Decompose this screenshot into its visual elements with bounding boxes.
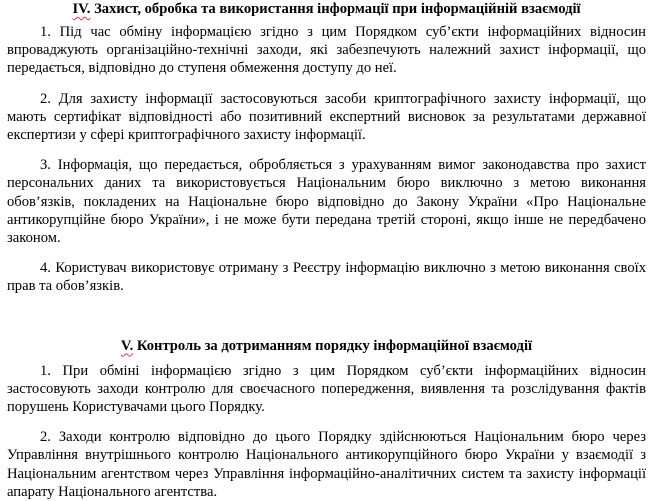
section-4-title: Захист, обробка та використання інформації при інформаційній взаємодії	[90, 1, 581, 17]
section-4-paragraph-4: 4. Користувач використовує отриману з Реєстру інформацію виключно з метою виконання своїх прав та обов’язків.	[7, 260, 646, 295]
section-4-paragraph-2: 2. Для захисту інформації застосовуються засоби криптографічного захисту інформації, що мають сертифікат відповідності або позитивний експертний висновок за результатами державної експертизи у сфері криптографічного захисту інформації.	[7, 90, 646, 144]
section-4-heading	[7, 0, 646, 18]
section-5-title: Контроль за дотриманням порядку інформаційної взаємодії	[133, 337, 533, 354]
section-5-paragraph-1: 1. При обміні інформацією згідно з цим Порядком суб’єкти інформаційних відносин застосовують заходи контролю для своєчасного попередження, виявлення та розслідування фактів порушень Користувачами цього Порядку.	[7, 362, 646, 416]
section-5-number: V.	[120, 337, 134, 354]
section-4-number: IV.	[72, 1, 91, 17]
section-4-paragraph-3: 3. Інформація, що передається, обробляється з урахуванням вимог законодавства про захист персональних даних та використовується Національним бюро виключно з метою виконання обов’язків, покладених на Національне бюро відповідно до Закону України «Про Національне антикорупційне бюро України», і не може бути передана третій стороні, якщо інше не передбачено законом.	[7, 157, 646, 247]
section-4-paragraph-1: 1. Під час обміну інформацією згідно з цим Порядком суб’єкти інформаційних відносин впроваджують організаційно-технічні заходи, які забезпечують належний захист інформації, що передається, відповідно до ступеня обмеження доступу до неї.	[7, 24, 646, 77]
section-5-heading	[7, 337, 646, 355]
section-5-paragraph-2: 2. Заходи контролю відповідно до цього Порядку здійснюються Національним бюро через Управління внутрішнього контролю Національного антикорупційного бюро України у взаємодії з Національним агентством через Управління інформаційно-аналітичних систем та захисту інформації апарату Національного агентства.	[7, 429, 646, 500]
